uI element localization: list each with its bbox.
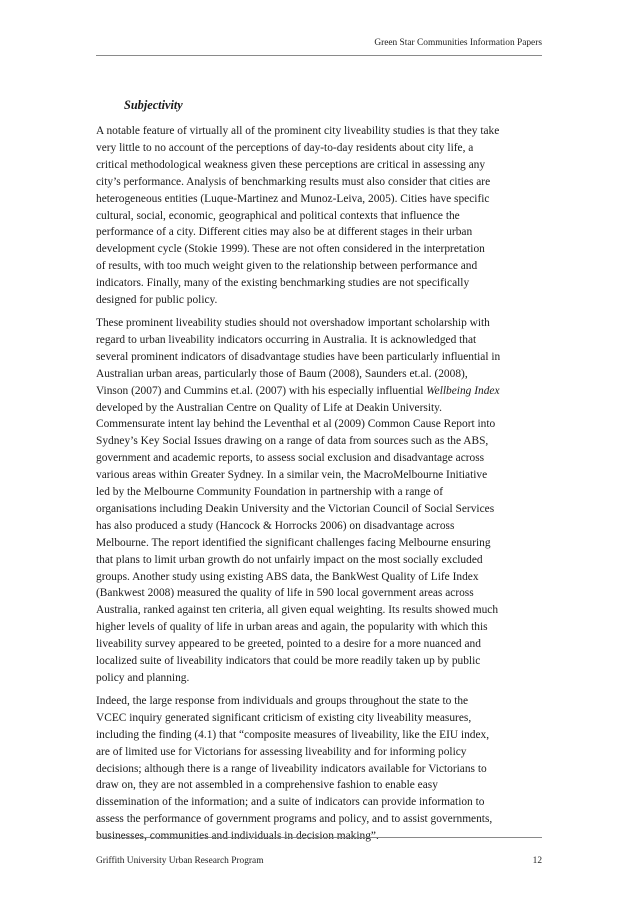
text-line: assess the performance of government programs and policy, and to assist governments, [96, 813, 493, 826]
text-line: designed for public policy. [96, 294, 218, 307]
paragraph-1 [96, 123, 542, 309]
text-line: cultural, social, economic, geographical and political contexts that influence the [96, 209, 460, 222]
text-line: Sydney’s Key Social Issues drawing on a range of data from sources such as the ABS, [96, 435, 489, 448]
text-line: heterogeneous entities (Luque-Martinez and Munoz-Leiva, 2005). Cities have specific [96, 192, 490, 205]
text-line: A notable feature of virtually all of the prominent city liveability studies is that they take [96, 125, 500, 137]
text-line: various areas within Greater Sydney. In a similar vein, the MacroMelbourne Initiative [96, 469, 488, 482]
running-header: Green Star Communities Information Papers [374, 38, 542, 48]
text-line: has also produced a study (Hancock & Horrocks 2006) on disadvantage across [96, 519, 455, 532]
text-line: Melbourne. The report identified the significant challenges facing Melbourne ensuring [96, 536, 491, 549]
text-line: (Bankwest 2008) measured the quality of life in 590 local government areas across [96, 587, 474, 600]
page-number: 12 [532, 856, 542, 866]
text-segment: Vinson (2007) and Cummins et.al. (2007) with his especially influential [96, 384, 427, 397]
text-line: city’s performance. Analysis of benchmarking results must also consider that cities are [96, 175, 491, 188]
text-line: Australian urban areas, particularly those of Baum (2008), Saunders et.al. (2008), [96, 367, 468, 380]
text-line: localized suite of liveability indicators that could be more readily taken up by public [96, 655, 481, 668]
text-line: several prominent indicators of disadvantage studies have been particularly influential in [96, 350, 501, 363]
text-line: led by the Melbourne Community Foundation in partnership with a range of [96, 486, 444, 499]
text-line: Commensurate intent lay behind the Leventhal et al (2009) Common Cause Report into [96, 418, 496, 431]
text-line: decisions; although there is a range of liveability indicators available for Victorians to [96, 762, 487, 775]
text-line: government and academic reports, to assess social exclusion and disadvantage across [96, 452, 485, 465]
text-line: very little to no account of the perceptions of day-to-day residents about city life, a [96, 141, 474, 154]
text-line: are of limited use for Victorians for assessing liveability and for informing policy [96, 745, 467, 758]
text-line: dissemination of the information; and a suite of indicators can provide information to [96, 796, 485, 809]
text-line: businesses, communities and individuals in decision making”. [96, 830, 379, 843]
text-line: liveability survey appeared to be greeted, pointed to a desire for a more nuanced and [96, 638, 481, 651]
paragraph-2 [96, 315, 542, 687]
text-line: draw on, they are not assembled in a comprehensive fashion to enable easy [96, 779, 438, 792]
text-line: performance of a city. Different cities may also be at different stages in their urban [96, 226, 473, 239]
text-line: policy and planning. [96, 672, 190, 684]
text-line: organisations including Deakin University and the Victorian Council of Social Services [96, 502, 495, 515]
section-heading: Subjectivity [124, 98, 183, 112]
text-line: developed by the Australian Centre on Quality of Life at Deakin University. [96, 401, 442, 414]
text-line: These prominent liveability studies should not overshadow important scholarship with [96, 316, 490, 329]
paragraph-3 [96, 693, 542, 845]
text-line: that plans to limit urban growth do not unfairly impact on the most socially excluded [96, 553, 483, 566]
text-line: including the finding (4.1) that “composite measures of liveability, like the EIU index, [96, 728, 490, 741]
text-line-with-italic [96, 383, 542, 400]
page-content [96, 97, 542, 851]
text-line: regard to urban liveability indicators occurring in Australia. It is acknowledged that [96, 333, 477, 346]
italic-title: Wellbeing Index [426, 384, 500, 397]
header-rule [96, 55, 542, 56]
footer-organization: Griffith University Urban Research Program [96, 856, 264, 866]
footer-rule [96, 837, 542, 838]
text-line: critical methodological weakness given these perceptions are critical in assessing any [96, 158, 486, 171]
text-line: higher levels of quality of life in urban areas and again, the popularity with which this [96, 621, 488, 634]
text-line: indicators. Finally, many of the existing benchmarking studies are not specifically [96, 277, 470, 290]
text-line: Indeed, the large response from individuals and groups throughout the state to the [96, 694, 469, 707]
text-line: VCEC inquiry generated significant criticism of existing city liveability measures, [96, 711, 472, 724]
text-line: development cycle (Stokie 1999). These are not often considered in the interpretation [96, 243, 485, 256]
text-line: Australia, ranked against ten criteria, all given equal weighting. Its results showed much [96, 604, 499, 617]
text-line: groups. Another study using existing ABS data, the BankWest Quality of Life Index [96, 570, 479, 583]
text-line: of results, with too much weight given to the relationship between performance and [96, 260, 478, 273]
